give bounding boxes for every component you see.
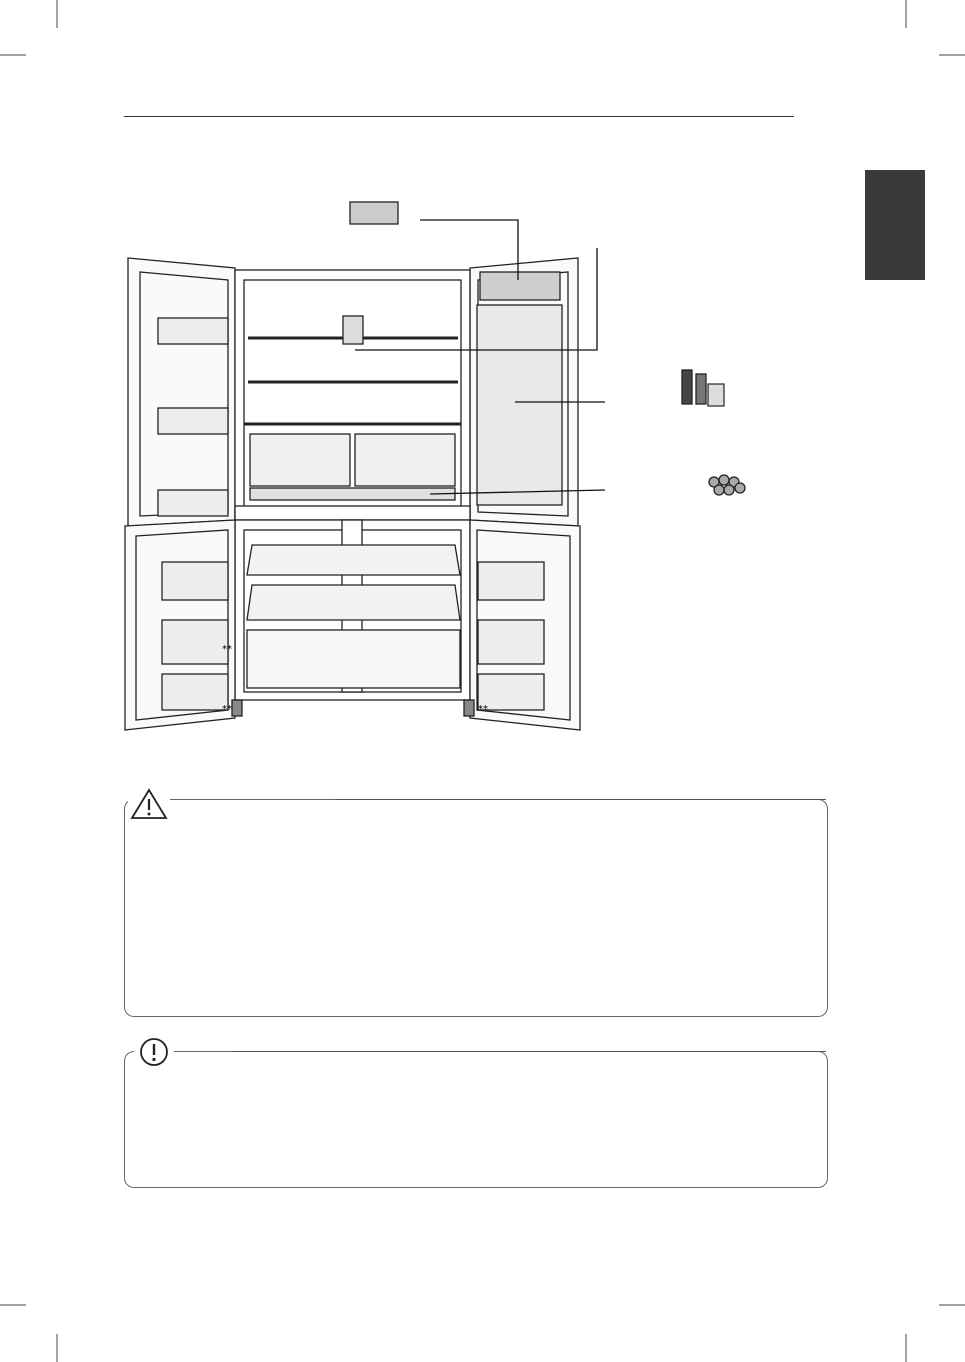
freezer-door-bin-1 <box>162 562 228 600</box>
water-filter <box>343 316 363 344</box>
freezer-drawer-1 <box>247 545 460 575</box>
door-mark-2: ** <box>222 704 232 715</box>
eggs-illustration <box>709 475 745 495</box>
crisper-left <box>250 434 350 486</box>
refrigerator-illustration <box>110 190 750 740</box>
caution-heading-rule <box>335 799 826 800</box>
exclamation-circle-icon <box>134 1034 174 1070</box>
upper-left-door <box>128 258 235 526</box>
door-in-door-panel <box>477 305 562 505</box>
door-mark-3: ** <box>478 704 488 715</box>
leveling-foot-right <box>464 700 474 716</box>
freezer-door-bin-3 <box>162 674 228 710</box>
bottle-illustration <box>682 370 692 404</box>
note-box <box>124 1051 828 1188</box>
freezer-door-bin-5 <box>478 620 544 664</box>
leveling-foot-left <box>232 700 242 716</box>
ice-tray-illustration <box>350 202 398 224</box>
freezer-door-bin-2 <box>162 620 228 664</box>
header-rule <box>124 116 794 117</box>
door-mark-1: ** <box>222 644 232 655</box>
freezer-drawer-2 <box>247 585 460 620</box>
door-bin-2 <box>158 408 228 434</box>
door-bin-3 <box>158 490 228 516</box>
ice-bin <box>480 272 560 300</box>
pantry-drawer <box>250 488 455 500</box>
crisper-right <box>355 434 455 486</box>
warning-triangle-icon <box>128 786 170 822</box>
door-bin-1 <box>158 318 228 344</box>
language-tab <box>865 170 925 280</box>
caution-box <box>124 799 828 1017</box>
freezer-drawer-3 <box>247 630 460 688</box>
note-heading-rule <box>232 1051 826 1052</box>
freezer-door-bin-4 <box>478 562 544 600</box>
